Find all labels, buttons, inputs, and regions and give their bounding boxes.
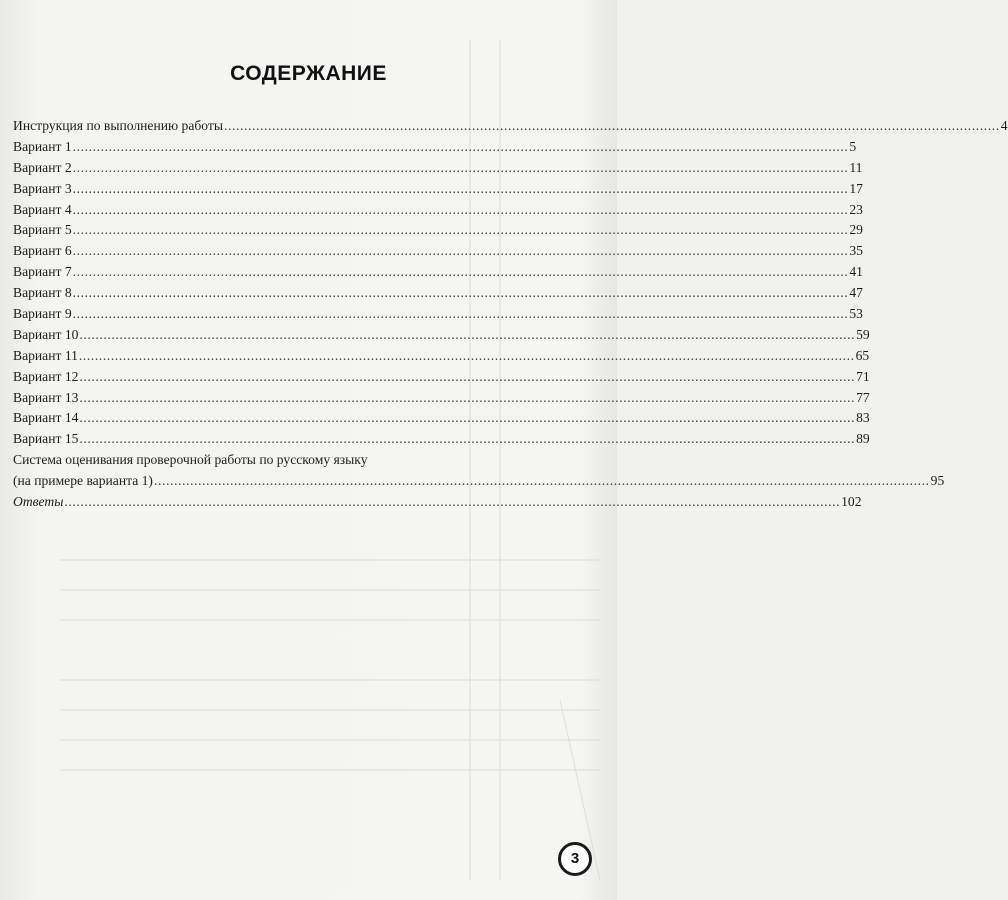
toc-entry: [13, 346, 870, 367]
dot-leader: ..................................................................................................................................................................................................: [72, 180, 849, 196]
toc-entry: [13, 388, 870, 409]
toc-entry-label: Вариант 11: [13, 347, 78, 363]
toc-entry: [13, 158, 863, 179]
dot-leader: ..................................................................................................................................................................................................: [72, 264, 849, 280]
table-of-contents: [13, 116, 1008, 513]
dot-leader: ..................................................................................................................................................................................................: [72, 285, 849, 301]
toc-entry-assessment: [13, 471, 945, 492]
toc-entry: [13, 367, 870, 388]
toc-entry-label: Вариант 13: [13, 389, 79, 405]
toc-entry-page: 4: [1000, 118, 1008, 133]
dot-leader: ..................................................................................................................................................................................................: [79, 368, 856, 384]
toc-entry-label: Вариант 3: [13, 180, 72, 196]
toc-entry-page: 17: [849, 180, 863, 196]
toc-entry-label: Вариант 7: [13, 264, 72, 280]
toc-entry-page: 71: [856, 368, 870, 384]
toc-entry-page: 47: [849, 285, 863, 301]
toc-entry: [13, 325, 870, 346]
toc-entry-label: Инструкция по выполнению работы: [13, 118, 223, 133]
dot-leader: ..................................................................................................................................................................................................: [79, 389, 856, 405]
dot-leader: ..................................................................................................................................................................................................: [72, 159, 849, 175]
dot-leader: ..................................................................................................................................................................................................: [153, 473, 930, 489]
page-number-badge: 3: [558, 842, 592, 876]
toc-entry-label: Вариант 14: [13, 410, 79, 426]
toc-entry: [13, 137, 857, 158]
toc-entry-page: 11: [849, 159, 863, 175]
toc-entry-page: 29: [849, 222, 863, 238]
toc-entry: [13, 283, 863, 304]
toc-entry-label: Ответы: [13, 494, 64, 510]
dot-leader: ..................................................................................................................................................................................................: [224, 118, 1000, 133]
dot-leader: ..................................................................................................................................................................................................: [64, 494, 841, 510]
dot-leader: ..................................................................................................................................................................................................: [72, 306, 849, 322]
toc-entry: [13, 116, 1008, 137]
toc-entry-page: 89: [856, 431, 870, 447]
dot-leader: ..................................................................................................................................................................................................: [79, 410, 856, 426]
toc-entry: [13, 304, 863, 325]
toc-entry-label: Вариант 5: [13, 222, 72, 238]
dot-leader: ..................................................................................................................................................................................................: [78, 347, 855, 363]
toc-entry-page: 65: [855, 347, 870, 363]
toc-entry-answers: [13, 492, 862, 513]
dot-leader: ..................................................................................................................................................................................................: [79, 326, 856, 342]
toc-entry-page: 35: [849, 243, 863, 259]
toc-entry-page: 95: [930, 473, 945, 489]
toc-entry-label: Вариант 9: [13, 306, 72, 322]
dot-leader: ..................................................................................................................................................................................................: [72, 243, 849, 259]
page-title: СОДЕРЖАНИЕ: [230, 62, 387, 85]
toc-entry-page: 77: [856, 389, 870, 405]
dot-leader: ..................................................................................................................................................................................................: [72, 201, 849, 217]
toc-entry-page: 102: [841, 494, 862, 510]
toc-entry-label: Вариант 1: [13, 138, 72, 154]
toc-entry-label: Вариант 8: [13, 285, 72, 301]
toc-entry-page: 59: [856, 326, 870, 342]
toc-entry: [13, 429, 870, 450]
toc-entry: [13, 408, 870, 429]
toc-entry-page: 23: [849, 201, 863, 217]
dot-leader: ..................................................................................................................................................................................................: [72, 138, 849, 154]
dot-leader: ..................................................................................................................................................................................................: [72, 222, 849, 238]
toc-entry-label: Вариант 10: [13, 326, 79, 342]
toc-entry-label: Вариант 4: [13, 201, 72, 217]
toc-entry: [13, 200, 863, 221]
toc-entry-page: 5: [849, 138, 857, 154]
dot-leader: ..................................................................................................................................................................................................: [79, 431, 856, 447]
toc-entry-page: 53: [849, 306, 863, 322]
toc-entry-page: 83: [856, 410, 870, 426]
toc-entry-page: 41: [849, 264, 863, 280]
toc-entry-label: Вариант 12: [13, 368, 79, 384]
toc-entry: [13, 262, 863, 283]
toc-entry-label: Вариант 6: [13, 243, 72, 259]
toc-entry: [13, 241, 863, 262]
toc-entry: [13, 220, 863, 241]
toc-entry-label: Вариант 2: [13, 159, 72, 175]
toc-entry-assessment-line1: Система оценивания проверочной работы по русскому языку: [13, 452, 368, 468]
toc-entry-label: Вариант 15: [13, 431, 79, 447]
toc-entry-label: (на примере варианта 1): [13, 473, 153, 489]
toc-entry: [13, 179, 863, 200]
